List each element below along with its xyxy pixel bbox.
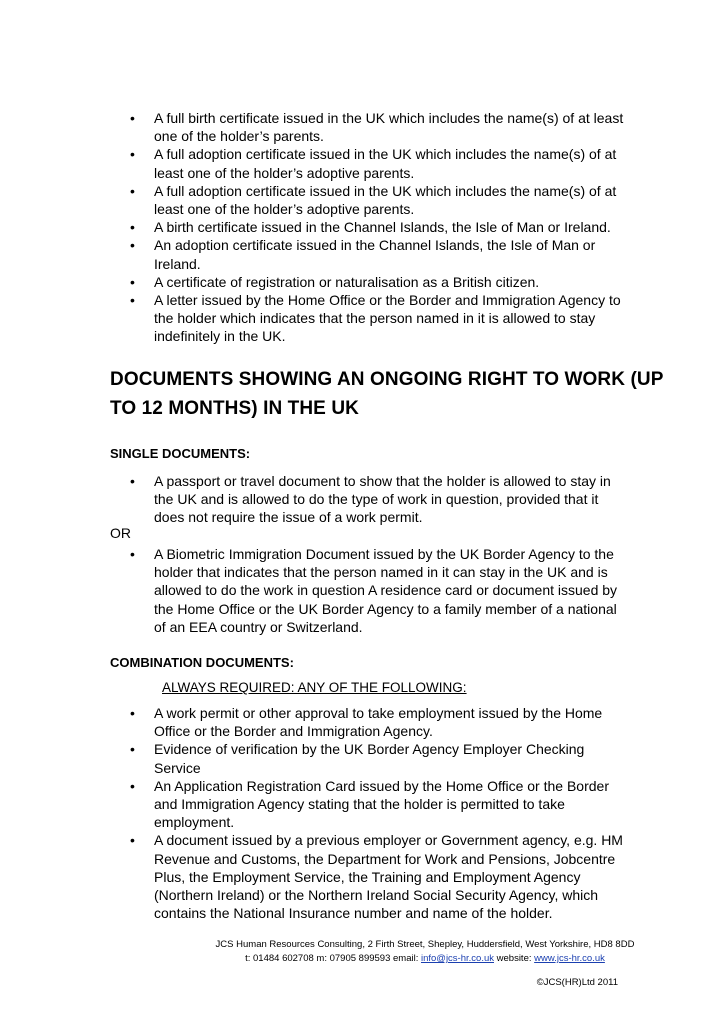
list-item: • A document issued by a previous employer or Government agency, e.g. HM Revenue and Customs, the Department for Work and Pensions, Jobcentre Plus, the Employment Service, the Training and Employment Agency (Northern Ireland) or the Northern Ireland Social Security Agency, which contains the National Insurance number and name of the holder. — [114, 831, 624, 922]
list-item: • An adoption certificate issued in the Channel Islands, the Isle of Man or Ireland. — [114, 236, 624, 272]
copyright: ©JCS(HR)Ltd 2011 — [536, 977, 618, 988]
footer-address: JCS Human Resources Consulting, 2 Firth Street, Shepley, Huddersfield, West Yorkshire, HD8 8DD — [215, 939, 635, 950]
list-item: • A full adoption certificate issued in the UK which includes the name(s) of at least one of the holder’s adoptive parents. — [114, 145, 624, 181]
or-separator: OR — [110, 525, 131, 541]
list-item: • A full adoption certificate issued in the UK which includes the name(s) of at least one of the holder’s adoptive parents. — [114, 182, 624, 218]
single-documents-list-2 — [114, 545, 624, 636]
list-item: • A Biometric Immigration Document issued by the UK Border Agency to the holder that indicates that the person named in it can stay in the UK and is allowed to do the work in question A residence card or document issued by the Home Office or the UK Border Agency to a family member of a national of an EEA country or Switzerland. — [114, 545, 624, 636]
website-label: website: — [494, 953, 535, 964]
footer-contact — [160, 952, 690, 966]
single-documents-heading: SINGLE DOCUMENTS: — [110, 446, 251, 461]
single-documents-list — [114, 472, 624, 527]
list-item: • A passport or travel document to show that the holder is allowed to stay in the UK and is allowed to do the type of work in question, provided that it does not require the issue of a work permit. — [114, 472, 624, 527]
list-item: • A full birth certificate issued in the UK which includes the name(s) of at least one of the holder’s parents. — [114, 109, 624, 145]
section-heading: DOCUMENTS SHOWING AN ONGOING RIGHT TO WORK (UP TO 12 MONTHS) IN THE UK — [110, 369, 664, 419]
list-item: • An Application Registration Card issued by the Home Office or the Border and Immigration Agency stating that the holder is permitted to take employment. — [114, 777, 624, 832]
combination-documents-heading: COMBINATION DOCUMENTS: — [110, 655, 294, 670]
always-required-subheading: ALWAYS REQUIRED: ANY OF THE FOLLOWING: — [162, 680, 467, 695]
contact-phones: t: 01484 602708 m: 07905 899593 email: — [245, 953, 421, 964]
list-item: • A birth certificate issued in the Channel Islands, the Isle of Man or Ireland. — [114, 218, 624, 236]
list-item: • Evidence of verification by the UK Border Agency Employer Checking Service — [114, 740, 624, 776]
website-link[interactable]: www.jcs-hr.co.uk — [534, 953, 605, 964]
accepted-documents-list — [114, 109, 624, 346]
list-item: • A certificate of registration or naturalisation as a British citizen. — [114, 273, 624, 291]
email-link[interactable]: info@jcs-hr.co.uk — [420, 953, 494, 964]
combination-documents-list — [114, 704, 624, 922]
list-item: • A letter issued by the Home Office or the Border and Immigration Agency to the holder which indicates that the person named in it is allowed to stay indefinitely in the UK. — [114, 291, 624, 346]
list-item: • A work permit or other approval to take employment issued by the Home Office or the Border and Immigration Agency. — [114, 704, 624, 740]
